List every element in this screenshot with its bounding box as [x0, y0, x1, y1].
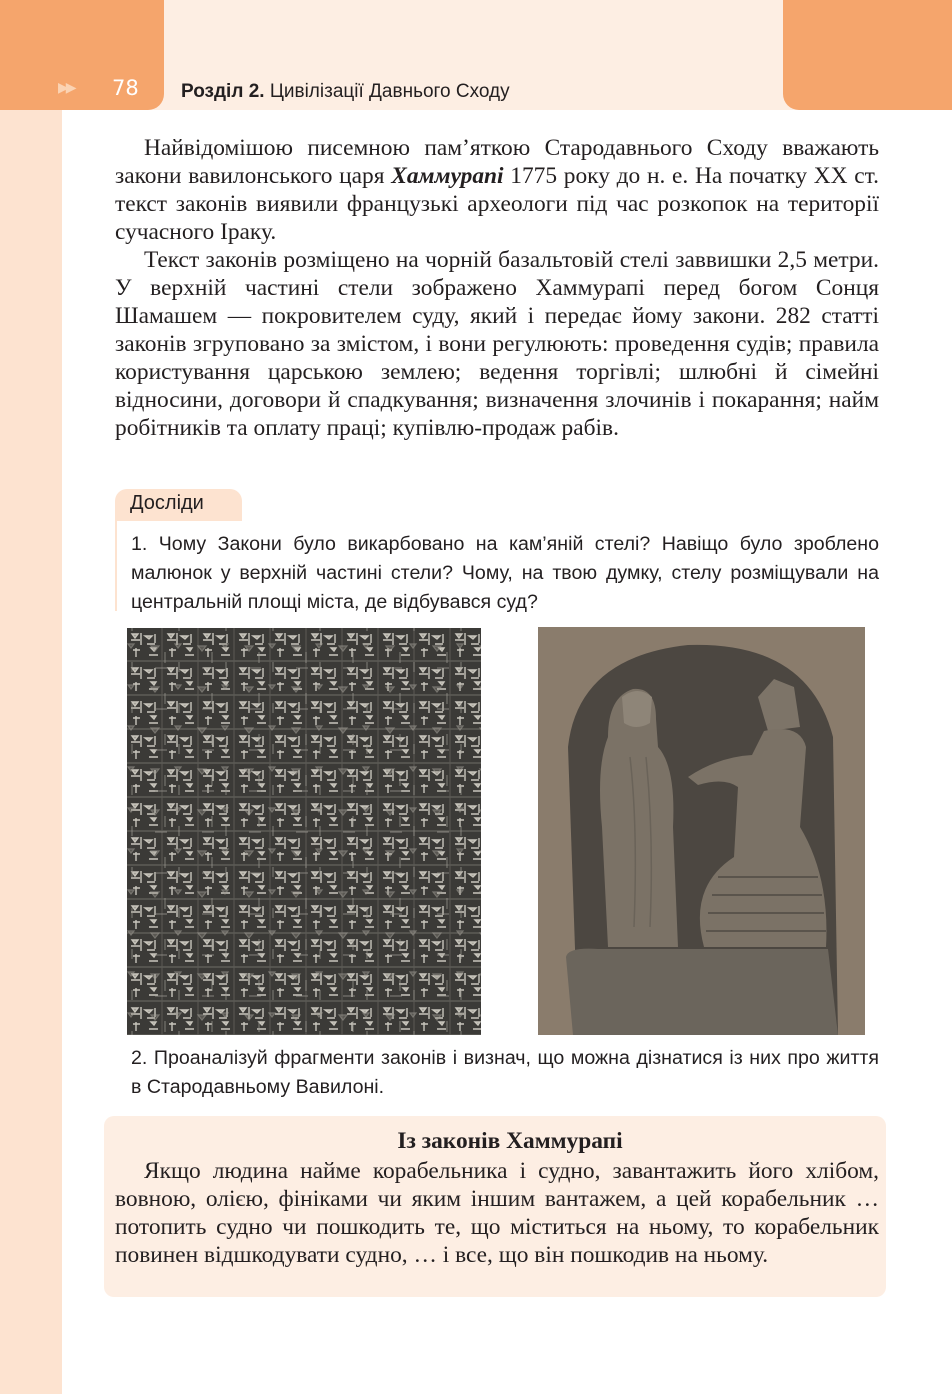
header-page-tab: [0, 0, 164, 110]
question-1: 1. Чому Закони було викарбовано на кам’яній стелі? Навіщо було зроблено малюнок у верхній частині стели? Чому, на твою думку, стелу розміщували на центральній площі міста, де відбувався суд?: [131, 533, 879, 613]
explore-divider: [115, 521, 117, 611]
section-label: Розділ 2.: [181, 81, 265, 102]
king-name: Хаммурапі: [391, 163, 504, 189]
explore-heading: Досліди: [115, 489, 242, 521]
paragraph-1: Найвідомішою писемною пам’яткою Стародавнього Сходу вважають закони вавилонського царя Хаммурапі 1775 року до н. е. На початку XX ст. текст законів виявили французькі археологи під час розкопок на території сучасного Іраку.: [115, 135, 879, 245]
page-number: 78: [112, 76, 139, 100]
laws-quote-text: Якщо людина найме корабельника і судно, завантажить його хлібом, вовною, олією, фініками чи яким іншим вантажем, а цей корабельник … потопить судно чи пошкодить те, що міститься на ньому, то корабельник повинен відшкодувати судно, … і все, що він пошкодив на ньому.: [115, 1158, 879, 1268]
paragraph-2: Текст законів розміщено на чорній базальтовій стелі заввишки 2,5 метри. У верхній частині стели зображено Хаммурапі перед богом Сонця Шамашем — покровителем суду, який і передає йому закони. 282 статті законів згруповано за змістом, і вони регулюють: проведення судів; правила користування царською землею; ведення торгівлі; шлюбні й сімейні відносини, договори й спадкування; визначення злочинів і покарання; найм робітників та оплату праці; купівлю-продаж рабів.: [115, 247, 879, 441]
double-arrow-icon: ▶▶: [58, 80, 74, 96]
hammurabi-stele-relief-image: [538, 627, 865, 1035]
question-2: 2. Проаналізуй фрагменти законів і визнач, що можна дізнатися із них про життя в Стародавньому Вавилоні.: [131, 1047, 879, 1098]
cuneiform-inscription-image: [127, 628, 481, 1035]
section-name: Цивілізації Давнього Сходу: [269, 81, 510, 102]
left-margin-band: [0, 0, 62, 1394]
laws-quote-title: Із законів Хаммурапі: [397, 1128, 623, 1154]
section-title: [181, 81, 510, 103]
main-text: [115, 134, 879, 442]
header-right-tab: [783, 0, 952, 110]
